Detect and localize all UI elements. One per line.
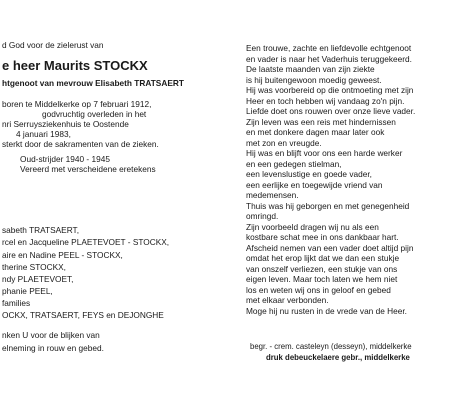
poem-line: Zijn leven was een reis met hindernissen [246,116,396,127]
spouse-line: htgenoot van mevrouw Elisabeth TRATSAERT [2,78,184,88]
bio-line: boren te Middelkerke op 7 februari 1912, [2,99,152,109]
poem-line: een levenslustige en goede vader, [246,169,372,179]
poem-line: is hij buitengewoon moedig geweest. [246,74,382,85]
poem-line: omdat het erop lijkt dat we dan een stukje [246,253,400,263]
poem-line: met zon en vreugde. [246,137,322,148]
thanks-line: elneming in rouw en gebed. [2,343,104,353]
poem-line: eigen leven. Maar toch laten we hem niet [246,274,398,284]
honor-line: Vereerd met verscheidene eretekens [20,164,156,174]
poem-line: omringd. [246,211,279,221]
poem-line: Zijn voorbeeld dragen wij nu als een [246,221,379,232]
family-line: families [2,298,31,308]
poem-line: Thuis was hij geborgen en met genegenheid [246,200,410,211]
bio-line: sterkt door de sakramenten van de zieken. [2,139,159,149]
honor-line: Oud-strijder 1940 - 1945 [20,154,110,164]
family-line: ndy PLAETEVOET, [2,274,74,284]
funeral-director-credit: begr. - crem. casteleyn (desseyn), middelkerke [250,342,412,351]
poem-line: Afscheid nemen van een vader doet altijd pijn [246,242,414,253]
poem-line: een eerlijke en toegewijde vriend van [246,179,383,190]
poem-line: Liefde doet ons rouwen over onze lieve vader. [246,106,416,116]
poem-line: van onszelf verliezen, een stukje van ons [246,263,398,274]
family-line: aire en Nadine PEEL - STOCKX, [2,250,123,260]
family-line: phanie PEEL, [2,286,53,296]
bio-line: godvruchtig overleden in het [42,109,147,119]
poem-line: Hij was en blijft voor ons een harde werker [246,148,403,158]
bio-line: 4 januari 1983, [16,129,71,139]
left-column [0,0,220,400]
right-column [240,0,450,400]
poem-line: en een gedegen stielman, [246,158,342,169]
poem-line: en vader is naar het Vaderhuis teruggekeerd. [246,53,412,64]
family-line: OCKX, TRATSAERT, FEYS en DEJONGHE [2,310,164,320]
family-line: sabeth TRATSAERT, [2,225,80,235]
poem-line: medemensen. [246,190,299,200]
poem-line: Moge hij nu rusten in de vrede van de Heer. [246,305,407,316]
poem-line: Heer en toch hebben wij vandaag zo'n pijn. [246,95,405,106]
deceased-name: e heer Maurits STOCKX [2,58,148,73]
family-line: rcel en Jacqueline PLAETEVOET - STOCKX, [2,237,170,247]
family-line: therine STOCKX, [2,262,66,272]
printer-credit: druk debeuckelaere gebr., middelkerke [266,353,410,362]
poem-line: los en weten wij ons in geloof en gebed [246,284,391,295]
bio-line: nri Serruysziekenhuis te Oostende [2,119,129,129]
poem-line: kostbare schat mee in ons dankbaar hart. [246,232,399,242]
poem-line: en met donkere dagen maar later ook [246,127,385,137]
thanks-line: nken U voor de blijken van [2,330,100,340]
poem-line: Hij was voorbereid op die ontmoeting met zijn [246,85,414,95]
poem-line: De laatste maanden van zijn ziekte [246,64,375,74]
poem-line: met elkaar verbonden. [246,295,329,305]
poem-line: Een trouwe, zachte en liefdevolle echtgenoot [246,43,412,53]
prayer-line: d God voor de zielerust van [2,40,104,50]
